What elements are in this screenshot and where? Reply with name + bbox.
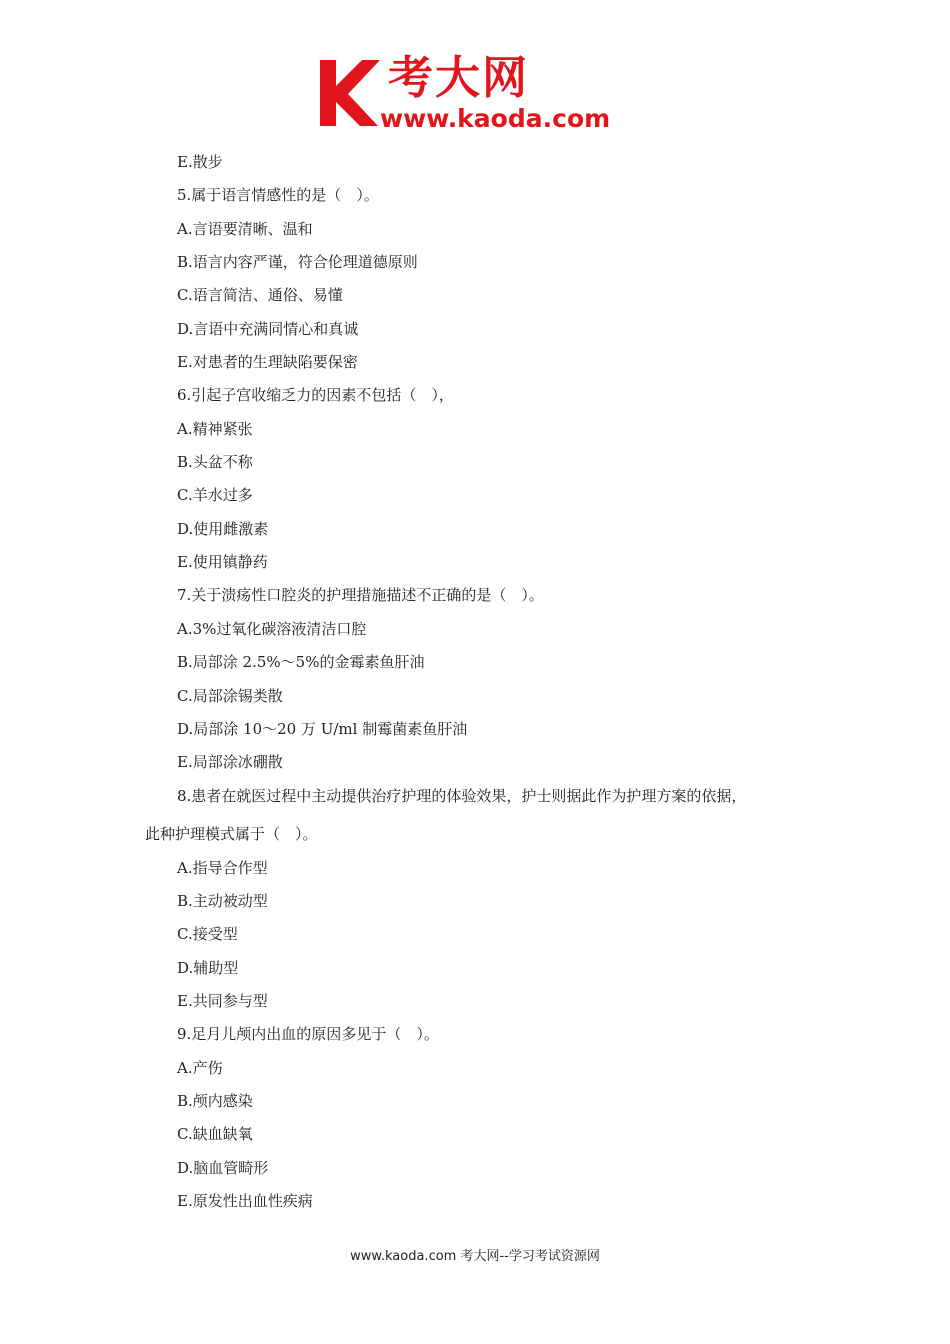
option-line: E.原发性出血性疾病 — [177, 1191, 313, 1210]
logo-k-mark-icon — [318, 58, 382, 128]
option-line: D.局部涂 10～20 万 U/ml 制霉菌素鱼肝油 — [177, 719, 468, 738]
option-line: B.主动被动型 — [177, 891, 268, 910]
kaoda-logo — [318, 52, 638, 136]
option-line: A.精神紧张 — [177, 419, 253, 438]
option-line: D.言语中充满同情心和真诚 — [177, 319, 359, 338]
question-line: 5.属于语言情感性的是（ ）。 — [177, 186, 379, 205]
option-line: B.头盆不称 — [177, 453, 253, 472]
option-line: D.辅助型 — [177, 958, 239, 977]
option-line: C.语言简洁、通俗、易懂 — [177, 286, 343, 305]
option-line: B.颅内感染 — [177, 1091, 253, 1110]
logo-chinese-name: 考大网 — [388, 51, 530, 104]
option-line: E.散步 — [177, 153, 223, 171]
option-line: C.局部涂锡类散 — [177, 686, 283, 705]
question-line: 9.足月儿颅内出血的原因多见于（ ）。 — [177, 1025, 439, 1044]
option-line: A.产伤 — [177, 1058, 223, 1077]
option-line: D.脑血管畸形 — [177, 1158, 269, 1177]
question-content — [0, 146, 950, 1218]
option-line: C.缺血缺氧 — [177, 1125, 253, 1144]
logo-url: www.kaoda.com — [380, 104, 611, 133]
option-line: A.3%过氧化碳溶液清洁口腔 — [177, 619, 367, 638]
option-line: A.指导合作型 — [177, 858, 268, 877]
option-line: C.接受型 — [177, 925, 238, 944]
question-line: 8.患者在就医过程中主动提供治疗护理的体验效果，护士则据此作为护理方案的依据， — [177, 786, 747, 805]
question-line: 6.引起子宫收缩乏力的因素不包括（ ）， — [177, 386, 454, 405]
option-line: E.使用镇静药 — [177, 553, 268, 572]
page-footer: www.kaoda.com 考大网--学习考试资源网 — [350, 1249, 600, 1264]
option-line: E.对患者的生理缺陷要保密 — [177, 353, 358, 372]
option-line: E.共同参与型 — [177, 991, 268, 1010]
question-line-continued: 此种护理模式属于（ ）。 — [145, 824, 318, 843]
option-line: B.语言内容严谨，符合伦理道德原则 — [177, 253, 418, 272]
option-line: B.局部涂 2.5%～5%的金霉素鱼肝油 — [177, 653, 425, 672]
option-line: C.羊水过多 — [177, 486, 253, 505]
question-line: 7.关于溃疡性口腔炎的护理措施描述不正确的是（ ）。 — [177, 586, 544, 605]
option-line: A.言语要清晰、温和 — [177, 219, 313, 238]
option-line: E.局部涂冰硼散 — [177, 753, 283, 772]
option-line: D.使用雌激素 — [177, 519, 269, 538]
